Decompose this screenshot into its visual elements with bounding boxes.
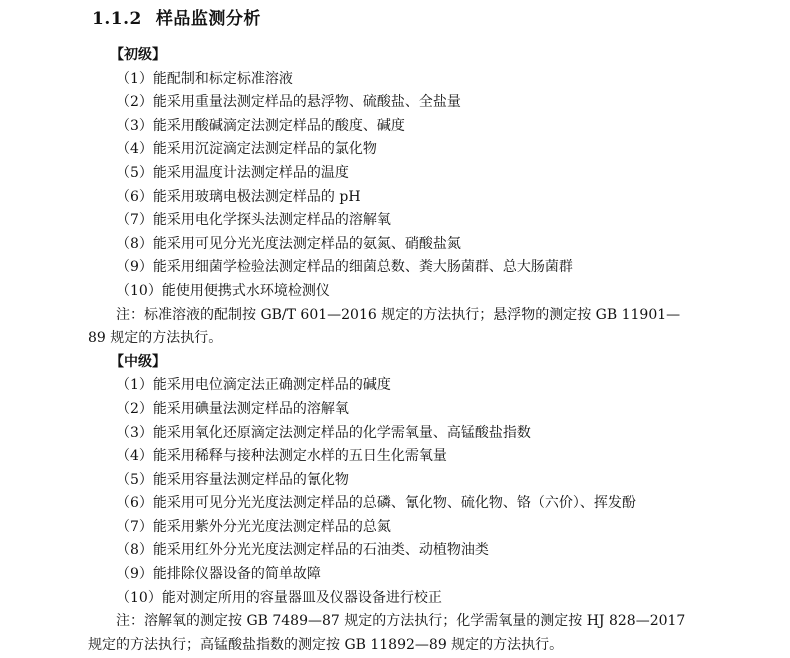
intermediate-item: （3）能采用氧化还原滴定法测定样品的化学需氧量、高锰酸盐指数 bbox=[116, 424, 531, 441]
beginner-item: （3）能采用酸碱滴定法测定样品的酸度、碱度 bbox=[116, 117, 405, 134]
beginner-item: （8）能采用可见分光光度法测定样品的氨氮、硝酸盐氮 bbox=[116, 235, 461, 252]
intermediate-note-continuation: 规定的方法执行；高锰酸盐指数的测定按 GB 11892—89 规定的方法执行。 bbox=[88, 636, 564, 653]
intermediate-item: （1）能采用电位滴定法正确测定样品的碱度 bbox=[116, 377, 391, 394]
section-number: 1.1.2 bbox=[92, 9, 142, 29]
level-intermediate-label: 【中级】 bbox=[110, 353, 166, 370]
beginner-item: （2）能采用重量法测定样品的悬浮物、硫酸盐、全盐量 bbox=[116, 94, 461, 111]
intermediate-item: （5）能采用容量法测定样品的氰化物 bbox=[116, 471, 349, 488]
beginner-item: （7）能采用电化学探头法测定样品的溶解氧 bbox=[116, 212, 391, 229]
beginner-item: （6）能采用玻璃电极法测定样品的 pH bbox=[116, 188, 361, 205]
beginner-item: （4）能采用沉淀滴定法测定样品的氯化物 bbox=[116, 141, 377, 158]
beginner-item: （5）能采用温度计法测定样品的温度 bbox=[116, 164, 349, 181]
level-beginner-label: 【初级】 bbox=[110, 47, 166, 63]
beginner-note-continuation: 89 规定的方法执行。 bbox=[88, 330, 223, 347]
section-heading bbox=[92, 8, 261, 30]
intermediate-note-line: 注：溶解氧的测定按 GB 7489—87 规定的方法执行；化学需氧量的测定按 HJ 828—2017 bbox=[116, 613, 686, 630]
intermediate-item: （4）能采用稀释与接种法测定水样的五日生化需氧量 bbox=[116, 448, 447, 465]
beginner-item: （10）能使用便携式水环境检测仪 bbox=[116, 282, 330, 299]
intermediate-item: （9）能排除仪器设备的简单故障 bbox=[116, 566, 321, 583]
beginner-item: （9）能采用细菌学检验法测定样品的细菌总数、粪大肠菌群、总大肠菌群 bbox=[116, 259, 573, 276]
intermediate-item: （10）能对测定所用的容量器皿及仪器设备进行校正 bbox=[116, 589, 442, 606]
beginner-note-line: 注：标准溶液的配制按 GB/T 601—2016 规定的方法执行；悬浮物的测定按 GB 11901— bbox=[116, 306, 681, 323]
intermediate-item: （2）能采用碘量法测定样品的溶解氧 bbox=[116, 400, 349, 417]
intermediate-item: （6）能采用可见分光光度法测定样品的总磷、氰化物、硫化物、铬（六价）、挥发酚 bbox=[116, 495, 636, 512]
intermediate-item: （8）能采用红外分光光度法测定样品的石油类、动植物油类 bbox=[116, 542, 489, 559]
beginner-item: （1）能配制和标定标准溶液 bbox=[116, 70, 293, 87]
intermediate-item: （7）能采用紫外分光光度法测定样品的总氮 bbox=[116, 518, 391, 535]
section-title: 样品监测分析 bbox=[155, 9, 261, 29]
section-body bbox=[88, 44, 708, 657]
